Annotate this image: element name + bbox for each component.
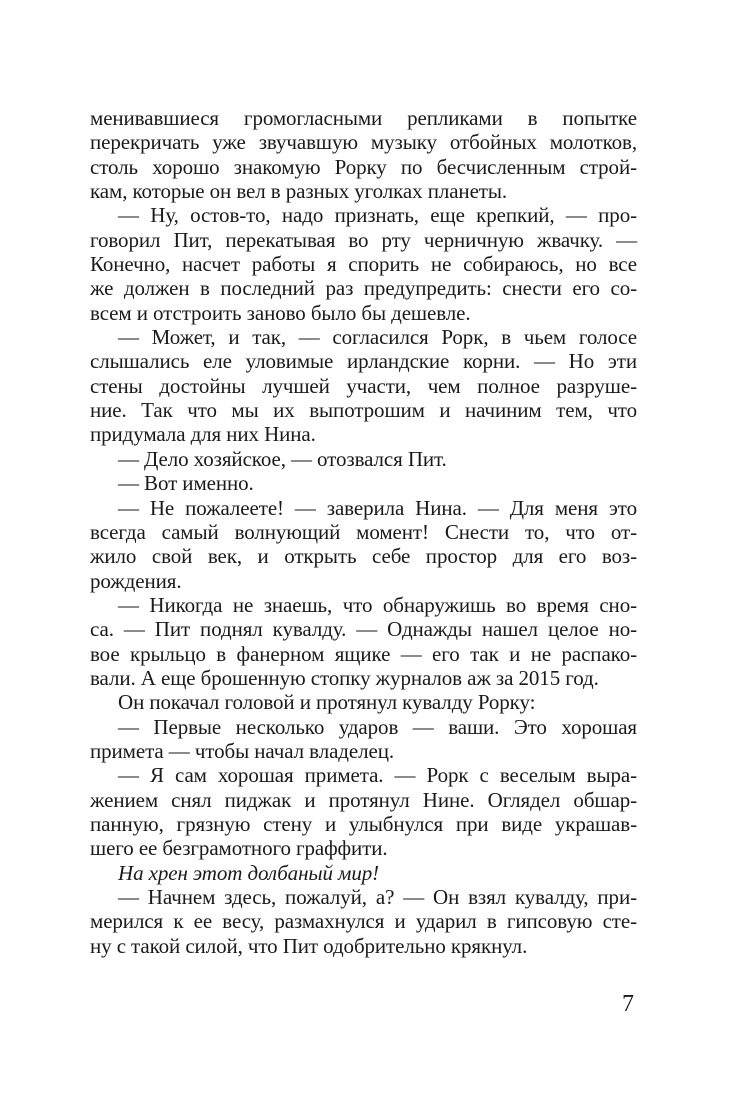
text-line: стены достойны лучшей участи, чем полное разруше- bbox=[90, 373, 637, 398]
text-line: ну с такой силой, что Пит одобрительно крякнул. bbox=[90, 933, 528, 958]
text-line: мерился к ее весу, размахнулся и ударил в гипсовую сте- bbox=[90, 909, 637, 934]
text-line: рождения. bbox=[90, 568, 182, 593]
text-line: — Начнем здесь, пожалуй, а? — Он взял кувалду, при- bbox=[118, 885, 637, 909]
text-line: — Ну, остов-то, надо признать, еще крепкий, — про- bbox=[118, 203, 637, 228]
text-line: примета — чтобы начал владелец. bbox=[90, 738, 394, 763]
text-line: — Первые несколько ударов — ваши. Это хорошая bbox=[118, 714, 637, 739]
text-line: кам, которые он вел в разных уголках планеты. bbox=[90, 179, 508, 204]
italic-text-line: На хрен этот долбаный мир! bbox=[118, 860, 380, 885]
page-body bbox=[90, 106, 637, 958]
text-line: всегда самый волнующий момент! Снести то, что от- bbox=[90, 519, 637, 544]
text-line: Конечно, насчет работы я спорить не собираюсь, но все bbox=[90, 252, 637, 277]
text-line: вали. А еще брошенную стопку журналов аж за 2015 год. bbox=[90, 665, 599, 690]
text-line: всем и отстроить заново было бы дешевле. bbox=[90, 300, 471, 325]
text-line: Он покачал головой и протянул кувалду Рорку: bbox=[118, 690, 536, 715]
text-line: же должен в последний раз предупредить: снести его со- bbox=[90, 276, 637, 301]
text-line: — Никогда не знаешь, что обнаружишь во время сно- bbox=[118, 592, 637, 617]
text-line: придумала для них Нина. bbox=[90, 422, 316, 447]
text-line: шего ее безграмотного граффити. bbox=[90, 836, 388, 861]
text-line: столь хорошо знакомую Рорку по бесчисленным строй- bbox=[90, 154, 637, 179]
text-line: жением снял пиджак и протянул Нине. Оглядел обшар- bbox=[90, 787, 637, 812]
text-line: — Не пожалеете! — заверила Нина. — Для меня это bbox=[118, 495, 637, 520]
text-line: — Я сам хорошая примета. — Рорк с веселым выра- bbox=[118, 763, 637, 788]
page-number: 7 bbox=[622, 991, 634, 1017]
text-line: слышались еле уловимые ирландские корни. — Но эти bbox=[90, 349, 637, 374]
text-line: — Вот именно. bbox=[118, 471, 254, 496]
text-line: — Может, и так, — согласился Рорк, в чьем голосе bbox=[118, 325, 637, 350]
text-line: ние. Так что мы их выпотрошим и начиним тем, что bbox=[90, 398, 637, 423]
text-line: говорил Пит, перекатывая во рту черничную жвачку. — bbox=[90, 227, 637, 252]
text-line: перекричать уже звучавшую музыку отбойных молотков, bbox=[90, 130, 637, 155]
text-line: менивавшиеся громогласными репликами в попытке bbox=[90, 106, 637, 130]
text-line: жило свой век, и открыть себе простор для его воз- bbox=[90, 544, 637, 569]
text-line: вое крыльцо в фанерном ящике — его так и не распако- bbox=[90, 641, 637, 666]
text-line: — Дело хозяйское, — отозвался Пит. bbox=[118, 446, 447, 471]
text-line: са. — Пит поднял кувалду. — Однажды нашел целое но- bbox=[90, 617, 637, 642]
text-line: панную, грязную стену и улыбнулся при виде украшав- bbox=[90, 811, 637, 836]
